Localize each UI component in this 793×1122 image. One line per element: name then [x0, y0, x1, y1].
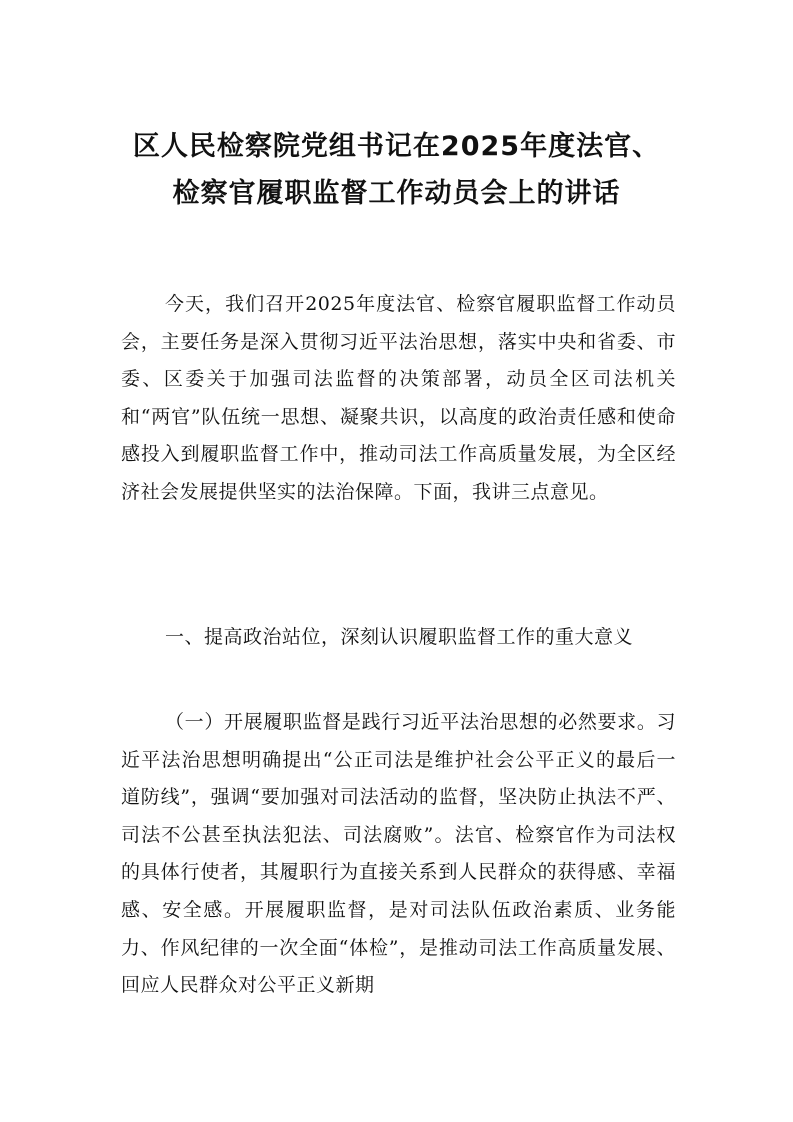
document-title-line-1: 区人民检察院党组书记在2025年度法官、: [132, 131, 661, 162]
intro-paragraph: 今天，我们召开2025年度法官、检察官履职监督工作动员会，主要任务是深入贯彻习近平法治思想，落实中央和省委、市委、区委关于加强司法监督的决策部署，动员全区司法机关和“两官”队伍统一思想、凝聚共识，以高度的政治责任感和使命感投入到履职监督工作中，推动司法工作高质量发展，为全区经济社会发展提供坚实的法治保障。下面，我讲三点意见。: [121, 293, 676, 503]
document-title-line-2: 检察官履职监督工作动员会上的讲话: [172, 178, 621, 209]
section-1-subsection-1-paragraph: （一）开展履职监督是践行习近平法治思想的必然要求。习近平法治思想明确提出“公正司法是维护社会公平正义的最后一道防线”，强调“要加强对司法活动的监督，坚决防止执法不严、司法不公甚至执法犯法、司法腐败”。法官、检察官作为司法权的具体行使者，其履职行为直接关系到人民群众的获得感、幸福感、安全感。开展履职监督，是对司法队伍政治素质、业务能力、作风纪律的一次全面“体检”，是推动司法工作高质量发展、回应人民群众对公平正义新期: [121, 711, 676, 997]
section-1-heading: 一、提高政治站位，深刻认识履职监督工作的重大意义: [165, 626, 634, 648]
